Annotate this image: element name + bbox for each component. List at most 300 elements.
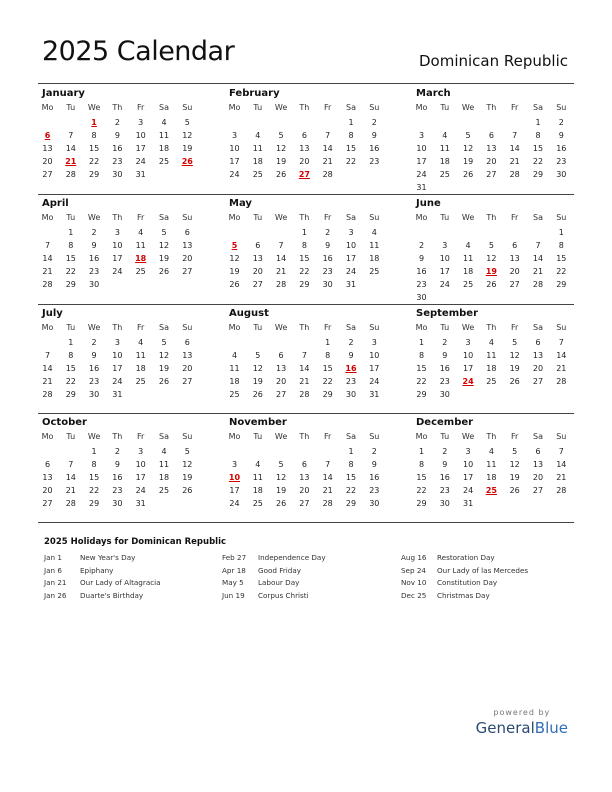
day-cell: 29 (345, 499, 357, 508)
day-cell: 1 (558, 228, 564, 237)
day-cell: 3 (465, 338, 471, 347)
day-cell: 12 (486, 254, 497, 263)
weekday-header: We (274, 103, 288, 112)
month-march (412, 84, 572, 194)
weekday-header: Fr (511, 103, 519, 112)
holiday-date: Jan 21 (44, 578, 67, 587)
day-cell: 8 (348, 460, 354, 469)
day-cell: 14 (556, 460, 567, 469)
day-cell: 16 (89, 364, 100, 373)
holiday-day: 18 (135, 254, 147, 263)
day-cell: 3 (138, 447, 144, 456)
month-name: May (229, 198, 252, 209)
day-cell: 13 (42, 473, 53, 482)
day-cell: 30 (369, 499, 380, 508)
day-cell: 8 (91, 460, 97, 469)
day-cell: 28 (556, 486, 567, 495)
day-cell: 14 (556, 351, 567, 360)
day-cell: 10 (369, 351, 380, 360)
day-cell: 13 (252, 254, 263, 263)
day-cell: 8 (68, 241, 74, 250)
day-cell: 15 (89, 473, 100, 482)
weekday-header: Sa (533, 432, 543, 441)
day-cell: 11 (158, 460, 170, 469)
day-cell: 21 (42, 377, 53, 386)
month-name: November (229, 417, 287, 428)
day-cell: 9 (91, 351, 97, 360)
day-cell: 24 (439, 280, 450, 289)
day-cell: 9 (348, 351, 354, 360)
holiday-day: 6 (44, 131, 51, 140)
day-cell: 30 (112, 170, 123, 179)
day-cell: 31 (345, 280, 357, 289)
day-cell: 20 (252, 267, 263, 276)
row-divider (38, 194, 574, 195)
day-cell: 29 (65, 280, 76, 289)
day-cell: 19 (158, 254, 170, 263)
day-cell: 2 (114, 118, 120, 127)
holiday-day: 16 (345, 364, 357, 373)
weekday-header: Mo (41, 323, 54, 332)
day-cell: 9 (371, 131, 377, 140)
day-cell: 3 (231, 131, 238, 140)
day-cell: 9 (114, 460, 120, 469)
day-cell: 26 (486, 280, 497, 289)
holiday-date: Sep 24 (401, 565, 426, 575)
holiday-entry (44, 566, 113, 575)
day-cell: 18 (463, 267, 474, 276)
holiday-entry (401, 578, 497, 587)
day-cell: 25 (463, 280, 474, 289)
day-cell: 10 (345, 241, 357, 250)
day-cell: 21 (299, 377, 310, 386)
day-cell: 12 (182, 131, 193, 140)
day-cell: 15 (89, 144, 100, 153)
day-cell: 7 (535, 241, 541, 250)
day-cell: 4 (488, 447, 494, 456)
day-cell: 23 (369, 157, 380, 166)
day-cell: 6 (535, 338, 541, 347)
weekday-header: Fr (324, 432, 332, 441)
weekday-header: Su (556, 323, 567, 332)
day-cell: 25 (486, 377, 497, 386)
day-cell: 19 (229, 267, 240, 276)
month-name: July (42, 308, 63, 319)
month-name: June (416, 198, 441, 209)
weekday-header: We (461, 432, 475, 441)
day-cell: 23 (439, 486, 450, 495)
day-cell: 16 (369, 144, 380, 153)
brand-general: General (475, 719, 535, 737)
day-cell: 21 (532, 267, 544, 276)
day-cell: 20 (182, 364, 193, 373)
day-cell: 8 (558, 241, 564, 250)
weekday-header: Mo (228, 103, 241, 112)
day-cell: 18 (229, 377, 240, 386)
day-cell: 24 (229, 499, 240, 508)
day-cell: 8 (418, 351, 425, 360)
day-cell: 19 (182, 144, 193, 153)
day-cell: 22 (65, 377, 76, 386)
day-cell: 23 (556, 157, 567, 166)
day-cell: 27 (486, 170, 497, 179)
day-cell: 28 (276, 280, 287, 289)
row-divider (38, 413, 574, 414)
day-cell: 3 (465, 447, 471, 456)
day-cell: 24 (135, 157, 146, 166)
weekday-header: Th (112, 213, 123, 222)
day-cell: 28 (532, 280, 544, 289)
month-name: April (42, 198, 69, 209)
day-cell: 29 (532, 170, 544, 179)
day-cell: 21 (65, 486, 76, 495)
holiday-date: Apr 18 (222, 565, 246, 575)
day-cell: 3 (348, 228, 354, 237)
day-cell: 23 (416, 280, 427, 289)
day-cell: 10 (463, 351, 474, 360)
weekday-header: Th (486, 103, 497, 112)
weekday-header: Sa (533, 213, 543, 222)
weekday-header: Mo (41, 213, 54, 222)
weekday-header: Fr (137, 432, 145, 441)
day-cell: 15 (416, 473, 427, 482)
month-october (38, 413, 198, 523)
holiday-date: Dec 25 (401, 590, 427, 600)
day-cell: 7 (278, 241, 284, 250)
day-cell: 20 (509, 267, 520, 276)
day-cell: 25 (252, 170, 263, 179)
day-cell: 9 (371, 460, 377, 469)
day-cell: 17 (112, 254, 123, 263)
day-cell: 19 (158, 364, 170, 373)
day-cell: 13 (532, 460, 544, 469)
day-cell: 4 (465, 241, 471, 250)
day-cell: 25 (158, 486, 170, 495)
day-cell: 13 (299, 144, 310, 153)
day-cell: 10 (463, 460, 474, 469)
weekday-header: Fr (137, 213, 145, 222)
day-cell: 21 (556, 364, 567, 373)
day-cell: 12 (158, 241, 170, 250)
weekday-header: We (461, 323, 475, 332)
day-cell: 28 (322, 170, 333, 179)
day-cell: 17 (369, 364, 380, 373)
day-cell: 26 (463, 170, 474, 179)
day-cell: 20 (532, 364, 544, 373)
powered-by-text: powered by (493, 708, 551, 717)
day-cell: 18 (486, 473, 497, 482)
day-cell: 8 (418, 460, 425, 469)
day-cell: 1 (68, 338, 74, 347)
day-cell: 11 (135, 351, 146, 360)
weekday-header: Sa (533, 323, 543, 332)
day-cell: 23 (112, 486, 123, 495)
day-cell: 12 (252, 364, 263, 373)
day-cell: 25 (229, 390, 240, 399)
brand-name (476, 719, 568, 737)
holiday-entry (222, 591, 309, 600)
weekday-header: Fr (324, 103, 332, 112)
weekday-header: Su (182, 432, 193, 441)
month-february (225, 84, 385, 194)
month-april (38, 194, 198, 304)
month-name: September (416, 308, 478, 319)
weekday-header: Mo (228, 323, 241, 332)
day-cell: 17 (229, 157, 240, 166)
day-cell: 2 (325, 228, 331, 237)
page-title: 2025 Calendar (42, 36, 235, 67)
holiday-date: Aug 16 (401, 553, 427, 562)
day-cell: 26 (158, 267, 170, 276)
day-cell: 18 (158, 144, 170, 153)
day-cell: 18 (369, 254, 380, 263)
weekday-header: Fr (324, 323, 332, 332)
day-cell: 20 (486, 157, 497, 166)
weekday-header: Sa (159, 323, 169, 332)
weekday-header: Tu (253, 103, 263, 112)
month-name: December (416, 417, 474, 428)
day-cell: 25 (252, 499, 263, 508)
day-cell: 7 (68, 131, 74, 140)
weekday-header: We (87, 213, 101, 222)
day-cell: 22 (89, 486, 100, 495)
day-cell: 2 (371, 118, 377, 127)
day-cell: 16 (112, 473, 123, 482)
weekday-header: Tu (253, 213, 263, 222)
day-cell: 26 (509, 377, 520, 386)
weekday-header: Su (556, 432, 567, 441)
holiday-entry (401, 553, 495, 562)
weekday-header: Th (112, 103, 123, 112)
weekday-header: Sa (533, 103, 543, 112)
day-cell: 3 (371, 338, 377, 347)
day-cell: 24 (112, 377, 123, 386)
holiday-entry (222, 566, 301, 575)
day-cell: 1 (91, 447, 97, 456)
holiday-name: Good Friday (258, 565, 301, 575)
day-cell: 27 (532, 377, 544, 386)
day-cell: 22 (299, 267, 310, 276)
day-cell: 4 (231, 351, 238, 360)
day-cell: 22 (345, 157, 357, 166)
day-cell: 31 (135, 170, 146, 179)
weekday-header: Mo (41, 432, 54, 441)
day-cell: 12 (509, 351, 520, 360)
holiday-date: May 5 (222, 578, 244, 587)
day-cell: 29 (65, 390, 76, 399)
day-cell: 22 (532, 157, 544, 166)
weekday-header: Tu (66, 103, 76, 112)
day-cell: 17 (463, 364, 474, 373)
day-cell: 31 (369, 390, 380, 399)
day-cell: 26 (158, 377, 170, 386)
day-cell: 11 (252, 144, 263, 153)
day-cell: 16 (439, 364, 450, 373)
day-cell: 29 (322, 390, 333, 399)
weekday-header: Mo (415, 213, 428, 222)
weekday-header: Mo (228, 432, 241, 441)
day-cell: 27 (532, 486, 544, 495)
weekday-header: Sa (159, 432, 169, 441)
day-cell: 9 (442, 351, 448, 360)
day-cell: 24 (369, 377, 380, 386)
day-cell: 6 (488, 131, 494, 140)
holiday-day: 19 (485, 267, 497, 276)
day-cell: 16 (556, 144, 567, 153)
month-november (225, 413, 385, 523)
day-cell: 7 (558, 338, 564, 347)
day-cell: 7 (44, 241, 51, 250)
day-cell: 6 (535, 447, 541, 456)
day-cell: 3 (138, 118, 144, 127)
day-cell: 9 (442, 460, 448, 469)
day-cell: 4 (138, 228, 144, 237)
weekday-header: We (87, 323, 101, 332)
month-january (38, 84, 198, 194)
weekday-header: Sa (346, 432, 356, 441)
holiday-date: Jan 6 (44, 565, 62, 575)
weekday-header: Tu (440, 323, 450, 332)
day-cell: 5 (255, 351, 261, 360)
day-cell: 19 (509, 473, 520, 482)
holiday-day: 25 (485, 486, 497, 495)
month-august (225, 304, 385, 414)
weekday-header: Tu (440, 432, 450, 441)
day-cell: 20 (42, 486, 53, 495)
day-cell: 18 (158, 473, 170, 482)
holiday-entry (44, 591, 143, 600)
weekday-header: Th (112, 432, 123, 441)
holiday-entry (401, 591, 490, 600)
day-cell: 16 (369, 473, 380, 482)
day-cell: 21 (42, 267, 53, 276)
day-cell: 9 (114, 131, 120, 140)
holiday-name: Constitution Day (437, 578, 498, 587)
holiday-date: Jun 19 (222, 590, 245, 600)
holiday-date: Jan 26 (44, 590, 67, 600)
day-cell: 17 (463, 473, 474, 482)
day-cell: 12 (276, 144, 287, 153)
day-cell: 7 (44, 351, 51, 360)
day-cell: 4 (442, 131, 448, 140)
day-cell: 4 (161, 118, 167, 127)
day-cell: 26 (509, 486, 520, 495)
holiday-name: New Year's Day (80, 553, 136, 562)
day-cell: 27 (182, 267, 193, 276)
day-cell: 5 (278, 460, 284, 469)
holiday-date: Jan 1 (44, 553, 62, 562)
day-cell: 23 (439, 377, 450, 386)
day-cell: 18 (252, 486, 263, 495)
day-cell: 20 (182, 254, 193, 263)
day-cell: 28 (299, 390, 310, 399)
weekday-header: Su (556, 103, 567, 112)
day-cell: 8 (68, 351, 74, 360)
day-cell: 30 (322, 280, 333, 289)
day-cell: 30 (439, 499, 450, 508)
day-cell: 14 (65, 144, 76, 153)
day-cell: 29 (416, 390, 427, 399)
day-cell: 19 (509, 364, 520, 373)
day-cell: 23 (322, 267, 333, 276)
day-cell: 12 (463, 144, 474, 153)
weekday-header: We (87, 103, 101, 112)
day-cell: 23 (369, 486, 380, 495)
day-cell: 1 (68, 228, 74, 237)
day-cell: 9 (558, 131, 564, 140)
day-cell: 11 (135, 241, 146, 250)
month-september (412, 304, 572, 414)
day-cell: 24 (416, 170, 427, 179)
day-cell: 25 (135, 377, 146, 386)
day-cell: 9 (91, 241, 97, 250)
day-cell: 18 (252, 157, 263, 166)
day-cell: 12 (276, 473, 287, 482)
day-cell: 30 (89, 390, 100, 399)
weekday-header: Su (369, 213, 380, 222)
day-cell: 26 (229, 280, 240, 289)
weekday-header: We (461, 213, 475, 222)
holiday-entry (222, 553, 326, 562)
day-cell: 10 (112, 241, 123, 250)
day-cell: 11 (486, 351, 497, 360)
day-cell: 24 (463, 486, 474, 495)
holiday-name: Duarte's Birthday (80, 590, 144, 600)
weekday-header: Su (369, 432, 380, 441)
day-cell: 18 (135, 364, 146, 373)
day-cell: 13 (182, 351, 193, 360)
weekday-header: Th (299, 432, 310, 441)
day-cell: 4 (488, 338, 494, 347)
day-cell: 2 (91, 338, 97, 347)
day-cell: 4 (138, 338, 144, 347)
day-cell: 2 (371, 447, 377, 456)
brand-blue: Blue (534, 719, 568, 737)
day-cell: 24 (345, 267, 357, 276)
month-july (38, 304, 198, 414)
day-cell: 10 (135, 131, 146, 140)
day-cell: 17 (416, 157, 427, 166)
day-cell: 17 (112, 364, 123, 373)
weekday-header: We (461, 103, 475, 112)
weekday-header: Tu (66, 323, 76, 332)
holiday-name: Christmas Day (437, 590, 490, 600)
holiday-entry (44, 553, 135, 562)
day-cell: 10 (439, 254, 450, 263)
day-cell: 8 (91, 131, 97, 140)
day-cell: 22 (416, 377, 427, 386)
day-cell: 1 (348, 118, 354, 127)
day-cell: 24 (135, 486, 146, 495)
day-cell: 22 (322, 377, 333, 386)
holiday-name: Labour Day (258, 578, 300, 587)
day-cell: 22 (89, 157, 100, 166)
day-cell: 6 (301, 460, 307, 469)
weekday-header: Tu (253, 432, 263, 441)
weekday-header: Su (182, 213, 193, 222)
day-cell: 5 (161, 338, 167, 347)
holiday-name: Independence Day (258, 553, 326, 562)
weekday-header: Th (299, 213, 310, 222)
weekday-header: Th (486, 213, 497, 222)
holiday-day: 24 (462, 377, 474, 386)
day-cell: 25 (158, 157, 170, 166)
day-cell: 21 (509, 157, 520, 166)
day-cell: 13 (486, 144, 497, 153)
day-cell: 23 (112, 157, 123, 166)
day-cell: 24 (112, 267, 123, 276)
day-cell: 29 (89, 170, 100, 179)
